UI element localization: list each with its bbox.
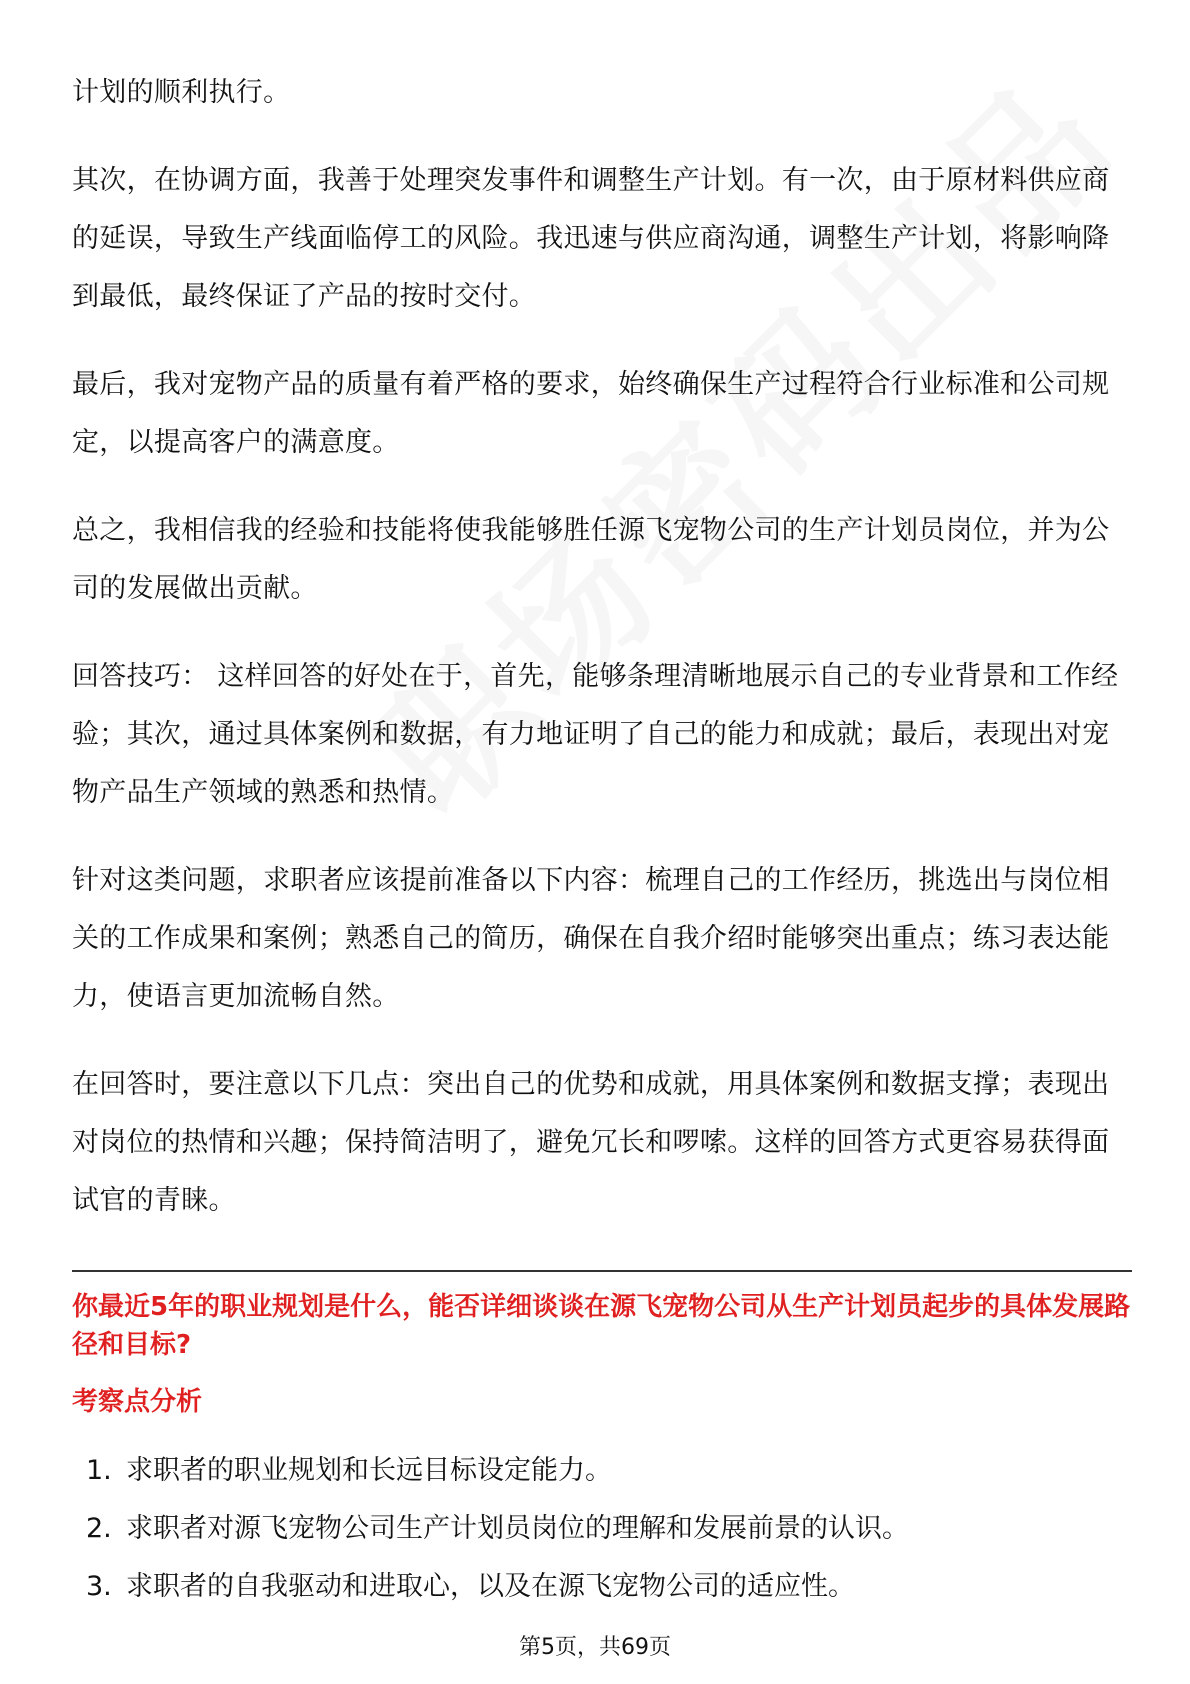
list-item-number: 3.	[86, 1571, 112, 1602]
paragraph: 在回答时，要注意以下几点：突出自己的优势和成就，用具体案例和数据支撑；表现出对岗位的热情和兴趣；保持简洁明了，避免冗长和啰嗦。这样的回答方式更容易获得面试官的青睐。	[72, 1069, 1110, 1216]
section-divider	[72, 1270, 1132, 1272]
answer-tips-paragraph: 回答技巧： 这样回答的好处在于，首先，能够条理清晰地展示自己的专业背景和工作经验；其次，通过具体案例和数据，有力地证明了自己的能力和成就；最后，表现出对宠物产品生产领域的熟悉和热情。	[72, 661, 1119, 808]
document-page	[72, 64, 1132, 1616]
paragraph: 总之，我相信我的经验和技能将使我能够胜任源飞宠物公司的生产计划员岗位，并为公司的发展做出贡献。	[72, 515, 1110, 604]
list-item	[72, 1500, 1132, 1558]
list-item-number: 1.	[86, 1455, 112, 1486]
analysis-heading: 考察点分析	[72, 1387, 203, 1417]
list-item-number: 2.	[86, 1513, 112, 1544]
list-item	[72, 1558, 1132, 1616]
paragraph: 针对这类问题，求职者应该提前准备以下内容：梳理自己的工作经历，挑选出与岗位相关的工作成果和案例；熟悉自己的简历，确保在自我介绍时能够突出重点；练习表达能力，使语言更加流畅自然。	[72, 865, 1110, 1012]
paragraph: 其次，在协调方面，我善于处理突发事件和调整生产计划。有一次，由于原材料供应商的延误，导致生产线面临停工的风险。我迅速与供应商沟通，调整生产计划，将影响降到最低，最终保证了产品的按时交付。	[72, 165, 1110, 312]
list-item-text: 求职者的职业规划和长远目标设定能力。	[126, 1455, 612, 1486]
analysis-points-list	[72, 1442, 1132, 1616]
list-item-text: 求职者对源飞宠物公司生产计划员岗位的理解和发展前景的认识。	[126, 1513, 909, 1544]
paragraph: 最后，我对宠物产品的质量有着严格的要求，始终确保生产过程符合行业标准和公司规定，以提高客户的满意度。	[72, 369, 1110, 458]
page-number: 第5页，共69页	[519, 1635, 671, 1660]
paragraph: 计划的顺利执行。	[72, 77, 291, 108]
list-item	[72, 1442, 1132, 1500]
list-item-text: 求职者的自我驱动和进取心，以及在源飞宠物公司的适应性。	[126, 1571, 855, 1602]
interview-question: 你最近5年的职业规划是什么，能否详细谈谈在源飞宠物公司从生产计划员起步的具体发展路径和目标?	[72, 1292, 1131, 1360]
